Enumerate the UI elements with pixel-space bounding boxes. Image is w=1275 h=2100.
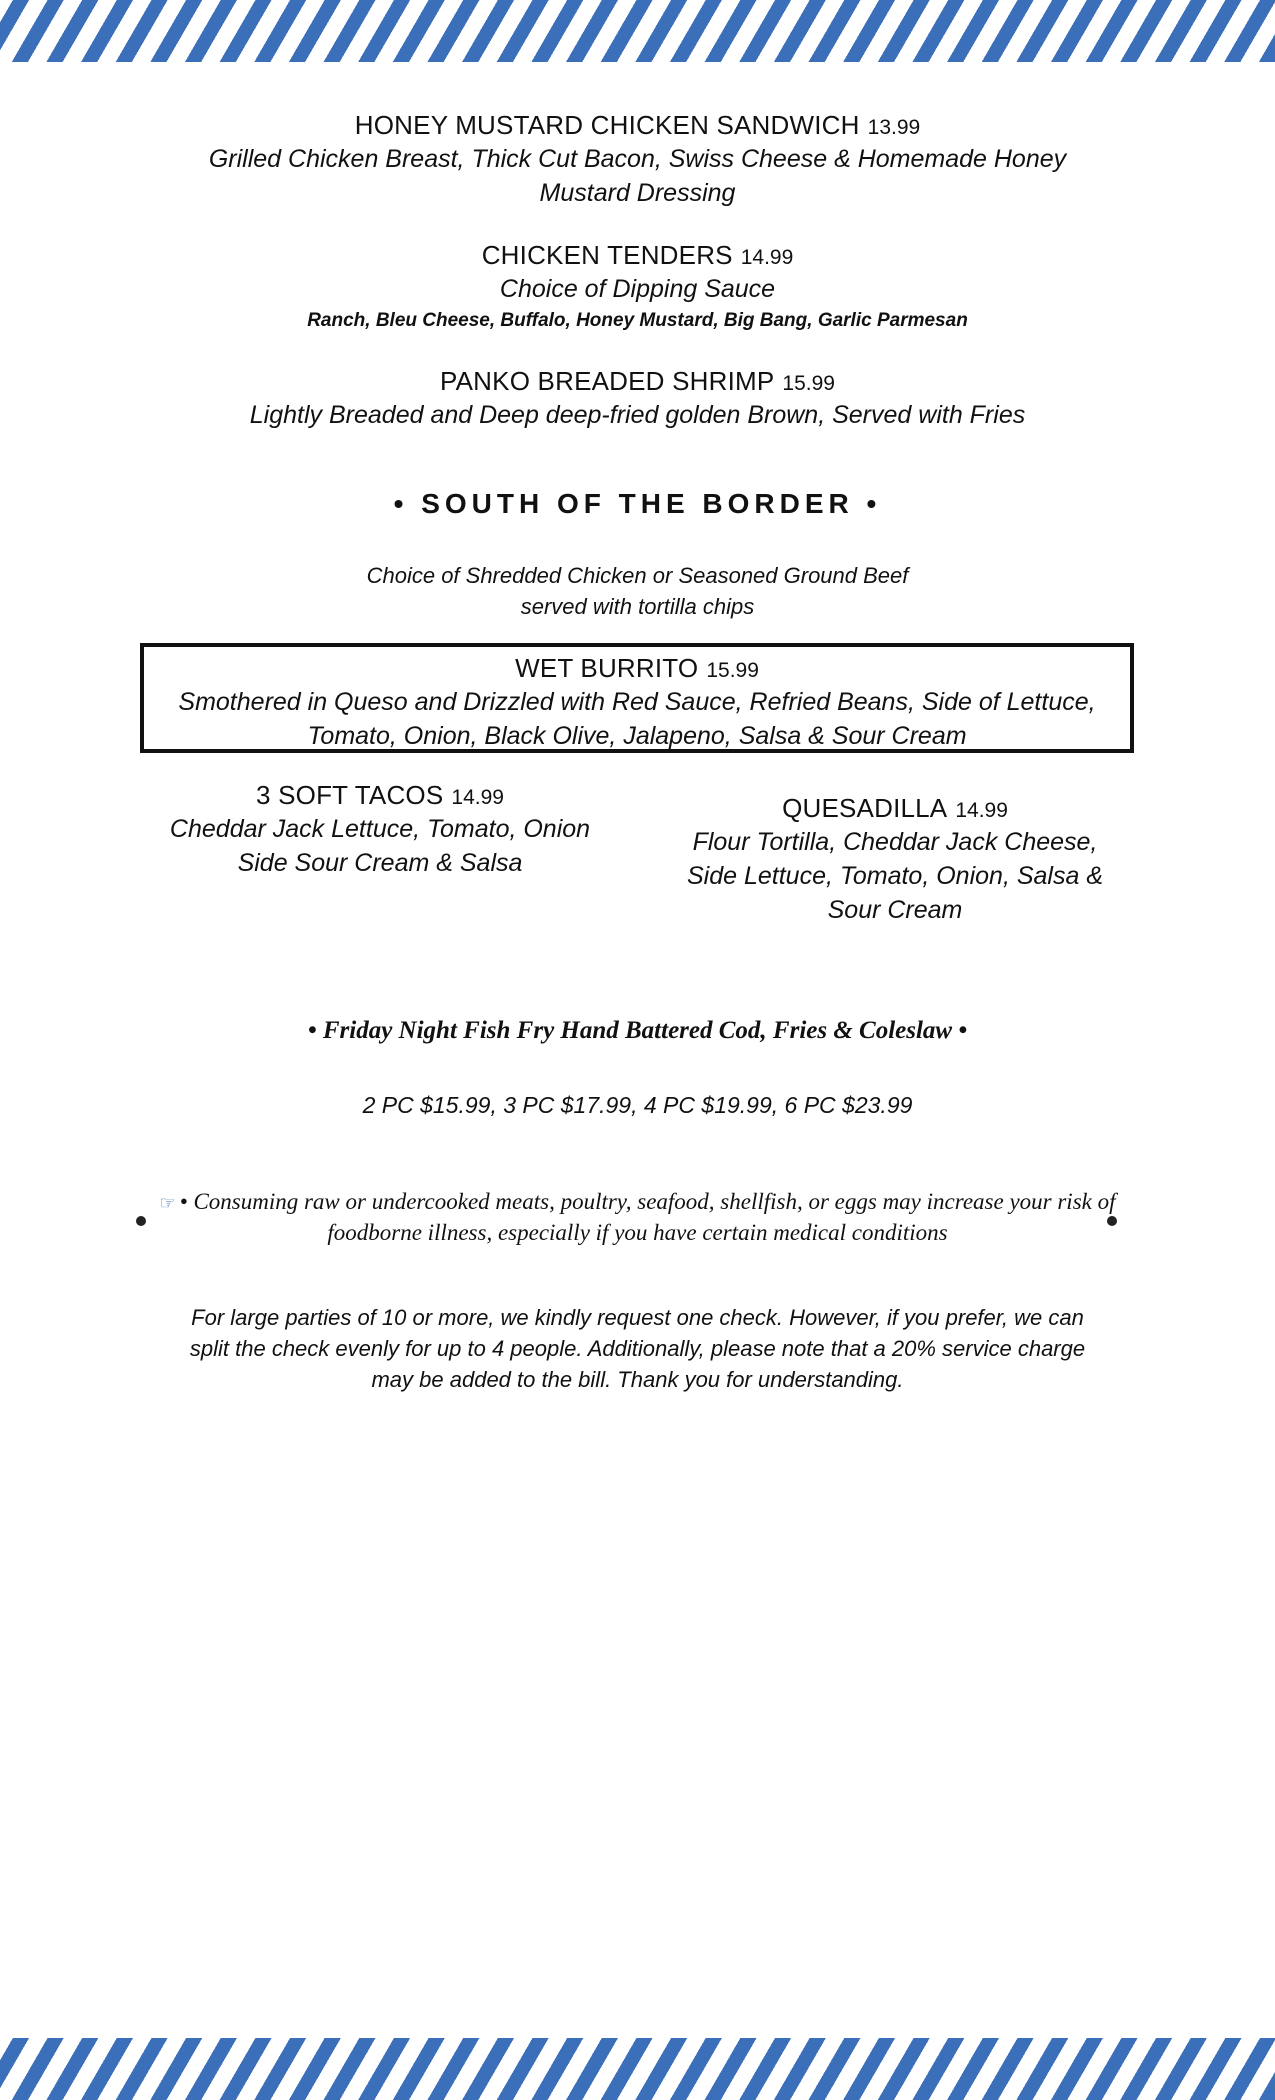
item-description: Lightly Breaded and Deep deep-fried golden Brown, Served with Fries — [249, 401, 1026, 429]
fish-fry-heading: • Friday Night Fish Fry Hand Battered Cod, Fries & Coleslaw • — [307, 1017, 968, 1044]
item-price: 15.99 — [706, 659, 759, 682]
item-price: 14.99 — [955, 799, 1008, 822]
menu-item-soft-tacos — [150, 780, 610, 880]
item-description: Smothered in Queso and Drizzled with Red Sauce, Refried Beans, Side of Lettuce, Tomato, Onion, Black Olive, Jalapeno, Salsa & Sour Cream — [178, 688, 1096, 750]
intro-line: served with tortilla chips — [520, 594, 755, 619]
item-price: 14.99 — [740, 246, 794, 269]
section-heading-south-of-the-border: • SOUTH OF THE BORDER • — [393, 488, 882, 519]
bottom-stripe-border — [0, 2038, 1275, 2100]
item-description-line: Cheddar Jack Lettuce, Tomato, Onion — [169, 815, 591, 843]
food-safety-warning — [150, 1187, 1125, 1248]
large-parties-note: For large parties of 10 or more, we kindly request one check. However, if you prefer, we can split the check evenly for up to 4 people. Additionally, please note that a 20% service charge may be added to the bill. Thank you for understanding. — [189, 1305, 1086, 1392]
top-stripe-border — [0, 0, 1275, 62]
dipping-sauce-options: Ranch, Bleu Cheese, Buffalo, Honey Mustard, Big Bang, Garlic Parmesan — [307, 310, 968, 331]
item-description: Choice of Dipping Sauce — [499, 275, 776, 303]
item-description-line: Side Sour Cream & Salsa — [237, 849, 523, 877]
intro-line: Choice of Shredded Chicken or Seasoned Ground Beef — [366, 563, 909, 588]
item-title: CHICKEN TENDERS — [481, 240, 733, 270]
menu-item-panko-shrimp — [170, 366, 1105, 432]
fish-fry-prices: 2 PC $15.99, 3 PC $17.99, 4 PC $19.99, 6 PC $23.99 — [362, 1092, 913, 1118]
item-title: QUESADILLA — [782, 793, 948, 823]
menu-item-chicken-tenders — [170, 240, 1105, 332]
menu-item-quesadilla — [680, 793, 1110, 927]
item-price: 14.99 — [451, 786, 504, 809]
item-description: Grilled Chicken Breast, Thick Cut Bacon, Swiss Cheese & Homemade Honey Mustard Dressing — [208, 145, 1067, 207]
menu-item-honey-mustard-sandwich — [170, 110, 1105, 210]
item-description: Flour Tortilla, Cheddar Jack Cheese, Side Lettuce, Tomato, Onion, Salsa & Sour Cream — [687, 828, 1103, 924]
item-title: WET BURRITO — [515, 653, 699, 683]
item-title: HONEY MUSTARD CHICKEN SANDWICH — [354, 110, 860, 140]
item-title: PANKO BREADED SHRIMP — [440, 366, 775, 396]
item-price: 13.99 — [867, 116, 921, 139]
pointing-hand-icon: ☞ — [159, 1193, 176, 1213]
bullet-dot-left — [136, 1216, 146, 1226]
section-intro — [0, 560, 1275, 622]
menu-item-wet-burrito — [140, 643, 1134, 753]
item-title: 3 SOFT TACOS — [256, 780, 444, 810]
warning-text: • Consuming raw or undercooked meats, poultry, seafood, shellfish, or eggs may increase your risk of foodborne illness, especially if you have certain medical conditions — [179, 1189, 1116, 1245]
item-price: 15.99 — [782, 372, 835, 395]
